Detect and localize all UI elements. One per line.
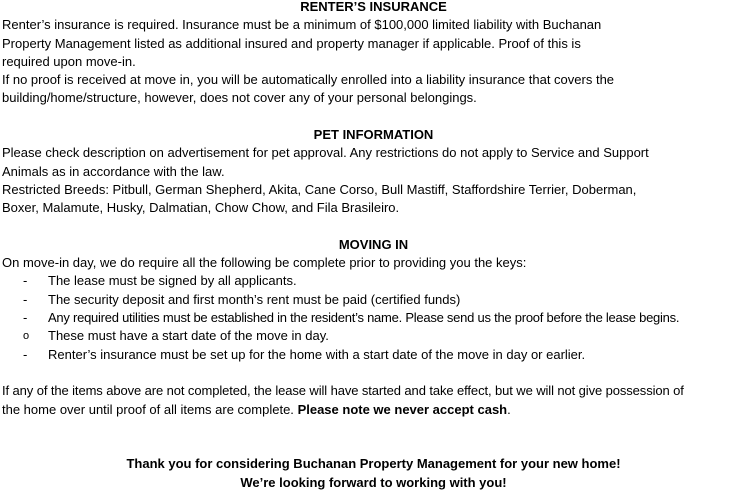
renters-insurance-section bbox=[2, 0, 745, 108]
list-item-text: Any required utilities must be established in the resident’s name. Please send us the proof before the lease begins. bbox=[48, 310, 680, 326]
dash-marker: - bbox=[23, 291, 28, 307]
spacer bbox=[2, 108, 745, 126]
spacer bbox=[2, 364, 745, 382]
pet-text-line-1: Please check description on advertisement for pet approval. Any restrictions do not apply to Service and Support bbox=[2, 145, 649, 161]
closing-section bbox=[2, 455, 745, 492]
closing-line-2: We’re looking forward to working with you! bbox=[240, 474, 507, 490]
dash-marker: - bbox=[23, 273, 28, 289]
spacer bbox=[2, 437, 745, 455]
list-item bbox=[2, 309, 745, 327]
list-item-text: The lease must be signed by all applicants. bbox=[48, 273, 297, 289]
list-item bbox=[2, 291, 745, 309]
moving-in-intro: On move-in day, we do require all the following be complete prior to providing you the keys: bbox=[2, 255, 527, 271]
moving-in-section bbox=[2, 236, 745, 419]
renters-text-line-1: Renter’s insurance is required. Insurance must be a minimum of $100,000 limited liability with Buchanan bbox=[2, 17, 602, 33]
outro-period: . bbox=[507, 401, 511, 417]
document-page bbox=[2, 0, 745, 492]
pet-text-line-3: Restricted Breeds: Pitbull, German Shepherd, Akita, Cane Corso, Bull Mastiff, Staffordshire Terrier, Doberman, bbox=[2, 181, 637, 197]
pet-text-line-4: Boxer, Malamute, Husky, Dalmatian, Chow Chow, and Fila Brasileiro. bbox=[2, 200, 400, 216]
closing-line-1: Thank you for considering Buchanan Property Management for your new home! bbox=[126, 456, 621, 472]
list-item-text: The security deposit and first month’s rent must be paid (certified funds) bbox=[48, 291, 461, 307]
cash-note: Please note we never accept cash bbox=[297, 401, 508, 417]
circle-marker: o bbox=[23, 330, 30, 343]
list-item-text: Renter’s insurance must be set up for the home with a start date of the move in day or earlier. bbox=[48, 346, 586, 362]
renters-text-line-2: Property Management listed as additional insured and property manager if applicable. Proof of this is bbox=[2, 35, 581, 51]
renters-insurance-heading: RENTER’S INSURANCE bbox=[300, 0, 447, 14]
moving-in-heading: MOVING IN bbox=[338, 236, 409, 252]
list-item bbox=[2, 272, 745, 290]
spacer bbox=[2, 218, 745, 236]
dash-marker: - bbox=[23, 346, 28, 362]
pet-text-line-2: Animals as in accordance with the law. bbox=[2, 163, 225, 179]
sub-list-item-text: These must have a start date of the move in day. bbox=[48, 328, 329, 344]
renters-text-line-3: required upon move-in. bbox=[2, 53, 136, 69]
pet-information-heading: PET INFORMATION bbox=[313, 127, 434, 143]
renters-text-line-4: If no proof is received at move in, you will be automatically enrolled into a liability insurance that covers the bbox=[2, 72, 615, 88]
sub-list-item bbox=[2, 327, 745, 345]
moving-in-outro-line-1: If any of the items above are not completed, the lease will have started and take effect, but we will not give possession of bbox=[2, 383, 684, 399]
pet-information-section bbox=[2, 126, 745, 217]
dash-marker: - bbox=[23, 310, 28, 326]
renters-text-line-5: building/home/structure, however, does not cover any of your personal belongings. bbox=[2, 90, 477, 106]
list-item bbox=[2, 346, 745, 364]
spacer bbox=[2, 419, 745, 437]
moving-in-outro-line-2 bbox=[2, 401, 745, 419]
outro-text: the home over until proof of all items are complete. bbox=[2, 401, 294, 417]
moving-in-requirements-list bbox=[2, 272, 745, 363]
